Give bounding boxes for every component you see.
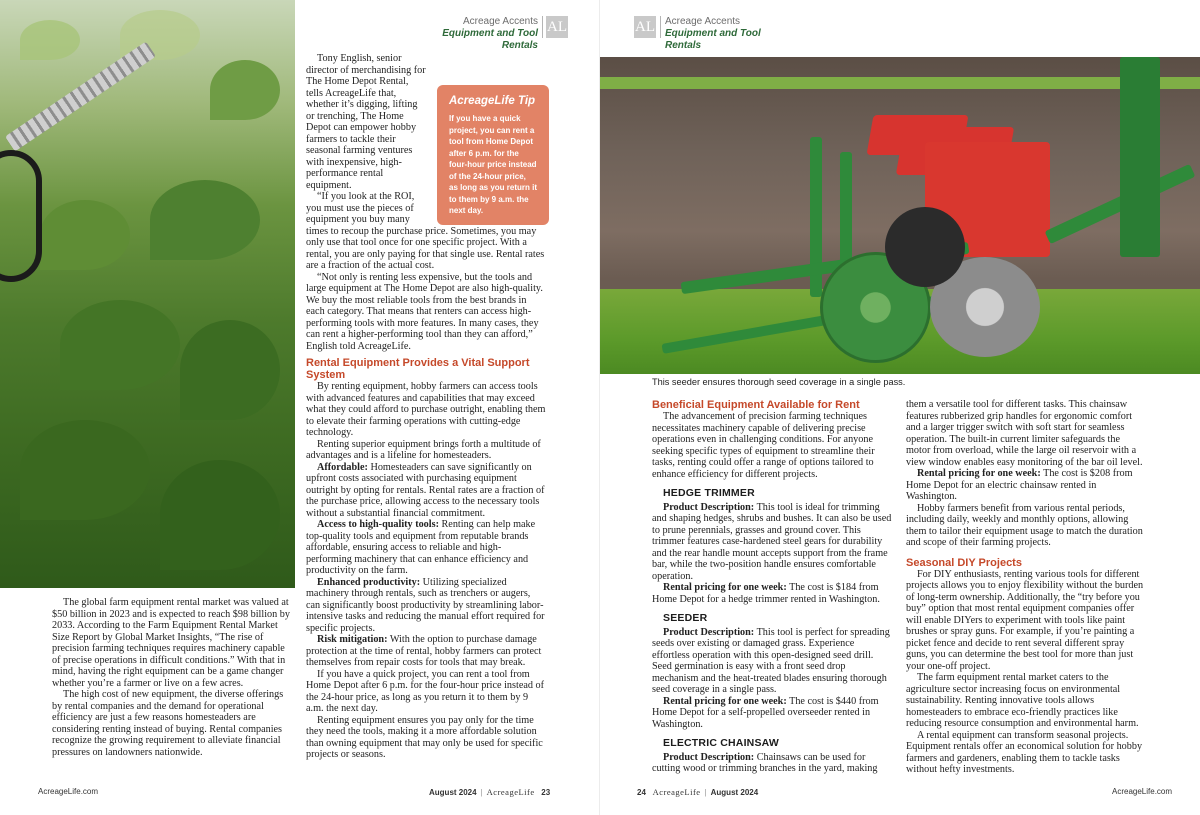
label: Product Description: — [663, 501, 755, 513]
right-column-a — [652, 399, 892, 775]
heading-beneficial-equipment: Beneficial Equipment Available for Rent — [652, 399, 860, 411]
acreagelife-tip-box — [437, 85, 549, 225]
paragraph: The farm equipment rental market caters to the agriculture sector increasing focus on environmental sustainability. Renting innovative tools allows homesteaders to embrace eco-friendly practices like reducing resource consumption and environmental harm. — [906, 672, 1139, 729]
label: Rental pricing for one week: — [663, 695, 787, 707]
label: Product Description: — [663, 626, 755, 638]
paragraph: “If you look at the ROI, you must use the pieces of equipment you buy many times to recoup the purchase price. Sometimes, you may only use that tool once for one specific project. With a rental, you are only paying for that single use. Rental rates are a fraction of the actual cost. — [306, 191, 545, 271]
paragraph: For DIY enthusiasts, renting various tools for different projects allows you to enjoy flexibility without the burden of long-term ownership. Additionally, the “try before you buy” option that most rental equipment companies offer will enable DIYers to experiment with tools like paint brushes or spray guns. For example, if you’re painting a picket fence and decide to rent several different spray guns, you can determine the best tool for more than just your one-off project. — [906, 568, 1144, 672]
footer-right-issue: 24 AcreageLife | August 2024 — [637, 787, 759, 797]
text: Renting can help make top-quality tools and equipment from reputable brands affordable, ensuring access to reliable and high-performing machinery that can enhance efficiency and productivity on the farm. — [306, 519, 536, 576]
paragraph: The advancement of precision farming techniques necessitates machinery capable of delivering precise operations even in challenging conditions. For anyone seeking specific types of equipment to streamline their tasks, renting could offer a range of options tailored to enhance efficiency for different projects. — [652, 411, 875, 480]
paragraph: Renting equipment ensures you pay only for the time they need the tools, making it a more affordable solution than owning equipment that may only be used for specific projects or seasons. — [306, 714, 543, 760]
seeder-photo — [600, 57, 1200, 374]
footer-brand: AcreageLife — [486, 787, 535, 797]
paragraph-chainsaw-price — [906, 468, 1146, 503]
page-number: 23 — [541, 788, 551, 797]
paragraph: The high cost of new equipment, the diverse offerings by rental companies and the demand for operational efficiency are just a few reasons homesteaders are considering renting instead of buying. Rental companies recognize the growing requirement to alleviate financial pressures on landowners nationwide. — [52, 689, 284, 758]
label: Affordable: — [317, 461, 368, 473]
footer-left-issue: August 2024 | AcreageLife 23 — [429, 787, 551, 797]
paragraph-quality — [306, 519, 546, 577]
label: Rental pricing for one week: — [917, 468, 1041, 479]
footer-left-site: AcreageLife.com — [38, 787, 99, 796]
right-page — [600, 0, 1200, 815]
label: Enhanced productivity: — [317, 576, 421, 588]
paragraph: Hobby farmers benefit from various rental periods, including daily, weekly and monthly options, allowing them to tailor their equipment usage to match the duration and scope of their farming projects. — [906, 502, 1143, 548]
heading-electric-chainsaw: ELECTRIC CHAINSAW — [663, 737, 779, 749]
paragraph: them a versatile tool for different tasks. This chainsaw features rubberized grip handles for ergonomic comfort and a larger trigger switch with soft start for seamless operation. The built-in current limiter safeguards the motor from overload, while the large oil reservoir with a view window enables easy monitoring of the bar oil level. — [906, 399, 1143, 468]
text: The cost is $208 from Home Depot for an electric chainsaw rented in Washington. — [906, 468, 1133, 502]
footer-issue: August 2024 — [429, 788, 477, 797]
text: This tool is perfect for spreading seeds over existing or damaged grass. Experience effortless operation with this open-designed seed drill. Seed germination is easy with a front seed drop mechanism and the heat-treated blades ensuring thorough seed coverage in a single pass. — [652, 626, 890, 695]
paragraph-risk — [306, 634, 546, 669]
right-column-b — [906, 399, 1146, 776]
header-section: Equipment and Tool Rentals — [665, 28, 761, 51]
tip-title: AcreageLife Tip — [449, 95, 536, 107]
heading-seasonal-diy: Seasonal DIY Projects — [906, 556, 1022, 569]
paragraph-productivity — [306, 577, 546, 635]
tip-body: If you have a quick project, you can rent a tool from Home Depot after 6 p.m. for the four-hour price instead of the 24-hour price, as long as you return it to them by 9 a.m. the next day. — [449, 114, 538, 215]
paragraph-seeder-description — [652, 627, 892, 696]
acreagelife-logo: AL — [546, 16, 568, 38]
footer-brand: AcreageLife — [652, 787, 701, 797]
footer-right-site: AcreageLife.com — [1112, 787, 1173, 796]
text: Utilizing specialized machinery through rentals, such as trenchers or augers, can significantly boost productivity by streamlining labor-intensive tasks and reducing the manual effort required for specific projects. — [306, 576, 545, 634]
footer-issue: August 2024 — [710, 788, 759, 797]
text: The cost is $184 from Home Depot for a hedge trimmer rented in Washington. — [652, 582, 880, 605]
paragraph-affordable — [306, 462, 546, 520]
paragraph-hedge-price — [652, 582, 892, 605]
paragraph: “Not only is renting less expensive, but the tools and large equipment at The Home Depot are also high-quality. We buy the most reliable tools from the best brands in each category. That means that renters can access high-performing tools with more features. In many cases, they can rent a higher-performing tool than they can afford,” English told AcreageLife. — [306, 271, 543, 352]
header-category: Acreage Accents — [665, 16, 741, 27]
label: Access to high-quality tools: — [317, 519, 439, 530]
paragraph: By renting equipment, hobby farmers can access tools with advanced features and capabilities that may exceed what they could afford to purchase outright, enabling them to elevate their farming operations with cutting-edge technology. — [306, 381, 546, 438]
acreagelife-logo: AL — [634, 16, 656, 38]
header-category: Acreage Accents — [462, 16, 538, 27]
page-number: 24 — [637, 788, 646, 797]
heading-hedge-trimmer: HEDGE TRIMMER — [663, 487, 755, 499]
paragraph: Renting superior equipment brings forth a multitude of advantages and is a lifeline for homesteaders. — [306, 438, 541, 461]
text: Homesteaders can save significantly on upfront costs associated with purchasing equipment outright by opting for rentals. Rental rates are a fraction of the purchase price, allowing access to the necessary tools without a substantial financial commitment. — [306, 461, 545, 519]
header-section: Equipment and Tool Rentals — [442, 28, 538, 51]
trimmer-handle — [0, 150, 42, 282]
paragraph-chainsaw-description — [652, 752, 892, 775]
photo-caption: This seeder ensures thorough seed coverage in a single pass. — [652, 377, 906, 387]
label: Risk mitigation: — [317, 634, 388, 645]
text: The cost is $440 from Home Depot for a self-propelled overseeder rented in Washington. — [652, 695, 879, 730]
header-left — [430, 16, 570, 52]
paragraph: A rental equipment can transform seasonal projects. Equipment rentals offer an economical solution for hobby farmers and gardeners, enabling them to tackle tasks without hefty investments. — [906, 729, 1143, 775]
hedge-trimmer-photo — [0, 0, 295, 588]
heading-support-system: Rental Equipment Provides a Vital Support System — [306, 357, 530, 381]
text: With the option to purchase damage protection at the time of rental, hobby farmers can protect themselves from repair costs for tools that may break. — [306, 634, 542, 668]
paragraph-hedge-description — [652, 502, 892, 583]
paragraph: The global farm equipment rental market was valued at $50 billion in 2023 and is expected to reach $98 billion by 2033. According to the Farm Equipment Rental Market Size Report by Global Market Insights, “The rise of precision farming techniques requires machinery capable of precise operations in difficult conditions.” With that in mind, having the right equipment can be a game changer whether you’re a farmer or live on a few acres. — [52, 597, 290, 689]
grass-strip — [600, 77, 1200, 89]
paragraph: If you have a quick project, you can rent a tool from Home Depot after 6 p.m. for the four-hour price instead of the 24-hour price, as long as you return it to them by 9 a.m. the next day. — [306, 668, 544, 714]
tire — [885, 207, 965, 287]
header-divider — [660, 16, 661, 38]
text: This tool is ideal for trimming and shaping hedges, shrubs and bushes. It can also be used to prune perennials, grasses and ground cover. This trimmer features case-hardened steel gears for durability and the rear handle mount accepts support from the frame bar, while the two-position handle ensures comfortable operation. — [652, 501, 892, 582]
label: Product Description: — [663, 751, 755, 763]
heading-seeder: SEEDER — [663, 612, 708, 624]
frame-post — [1120, 57, 1160, 257]
header-divider — [542, 16, 543, 38]
left-column-b — [52, 597, 292, 758]
paragraph-seeder-price — [652, 696, 892, 731]
text: Chainsaws can be used for cutting wood or trimming branches in the yard, making — [652, 751, 878, 774]
label: Rental pricing for one week: — [663, 582, 787, 593]
paragraph: Tony English, senior director of merchandising for The Home Depot Rental, tells AcreageLife that, whether it’s digging, lifting or trenching, The Home Depot can empower hobby farmers to tackle their seasonal farming ventures with inexpensive, high-performance rental equipment. — [306, 53, 426, 191]
